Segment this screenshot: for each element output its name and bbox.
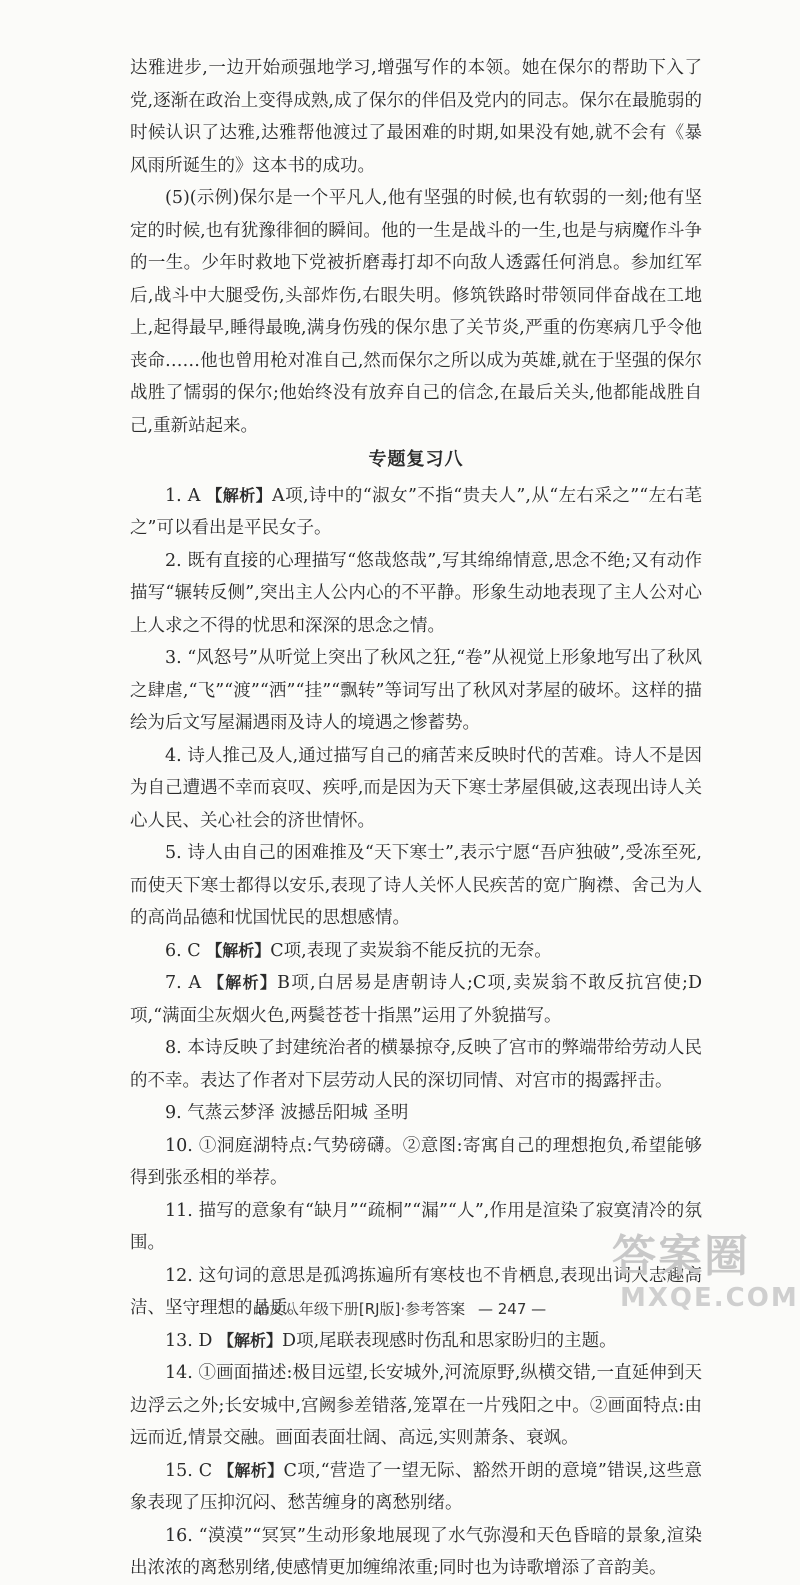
answer-item (130, 1097, 702, 1130)
answer-text: 既有直接的心理描写“悠哉悠哉”,写其绵绵情意,思念不绝;又有动作描写“辗转反侧”,突出主人公内心的不平静。形象生动地表现了主人公对心上人求之不得的忧思和深深的思念之情。 (130, 550, 702, 636)
analysis-tag: 【解析】 (218, 1330, 283, 1350)
answer-choice: A (187, 485, 201, 506)
analysis-tag: 【解析】 (206, 940, 271, 960)
answer-item (130, 740, 702, 838)
answer-item (130, 837, 702, 935)
answer-number: 14. (165, 1363, 193, 1383)
answer-item (130, 1325, 702, 1358)
answer-number: 3. (165, 648, 182, 668)
answer-number: 7. (165, 973, 182, 993)
answer-item (130, 642, 702, 740)
section-title: 专题复习八 (368, 449, 464, 470)
answer-item (130, 1520, 702, 1585)
paragraph-example-5: (5)(示例)保尔是一个平凡人,他有坚强的时候,也有软弱的一刻;他有坚定的时候,也有犹豫徘徊的瞬间。他的一生是战斗的一生,也是与病魔作斗争的一生。少年时救地下党被折磨毒打却不向敌人透露任何消息。参加红军后,战斗中大腿受伤,头部炸伤,右眼失明。修筑铁路时带领同伴奋战在工地上,起得最早,睡得最晚,满身伤残的保尔患了关节炎,严重的伤寒病几乎令他丧命……他也曾用枪对准自己,然而保尔之所以成为英雄,就在于坚强的保尔战胜了懦弱的保尔;他始终没有放弃自己的信念,在最后关头,他都能战胜自己,重新站起来。 (130, 188, 702, 436)
answer-number: 11. (165, 1200, 193, 1221)
watermark-text: MXQE.COM (620, 1283, 799, 1313)
answer-number: 10. (165, 1135, 193, 1156)
answer-choice: C (198, 1460, 213, 1481)
answer-item (130, 967, 702, 1032)
footer-label: 语文八年级下册[RJ版]·参考答案 (253, 1300, 466, 1318)
answer-number: 8. (165, 1038, 182, 1058)
answer-text: “风怒号”从听觉上突出了秋风之狂,“卷”从视觉上形象地写出了秋风之肆虐,“飞”“渡”“洒”“挂”“飘转”等词写出了秋风对茅屋的破坏。这样的描绘为后文写屋漏遇雨及诗人的境遇之惨蓄势。 (130, 648, 702, 733)
analysis-tag: 【解析】 (208, 973, 278, 992)
answer-item (130, 935, 702, 968)
answer-number: 2. (165, 550, 182, 571)
analysis-tag: 【解析】 (218, 1460, 284, 1480)
answer-text: “漠漠”“冥冥”生动形象地展现了水气弥漫和天色昏暗的景象,渲染出浓浓的离愁别绪,使感情更加缠绵浓重;同时也为诗歌增添了音韵美。 (130, 1525, 702, 1578)
answer-number: 9. (165, 1103, 182, 1123)
watermark-logo: 答案圈 (612, 1231, 750, 1282)
answer-number: 12. (165, 1265, 193, 1286)
answer-item (130, 480, 702, 545)
answer-text: 描写的意象有“缺月”“疏桐”“漏”“人”,作用是渲染了寂寞清冷的氛围。 (130, 1200, 702, 1253)
answer-choice: A (188, 973, 202, 993)
answer-number: 1. (165, 485, 182, 506)
answer-text: 本诗反映了封建统治者的横暴掠夺,反映了宫市的弊端带给劳动人民的不幸。表达了作者对下层劳动人民的深切同情、对宫市的揭露抨击。 (130, 1038, 702, 1091)
answer-number: 13. (165, 1330, 193, 1351)
answer-content (130, 52, 702, 1585)
answer-text: C项,“营造了一望无际、豁然开朗的意境”错误,这些意象表现了压抑沉闷、愁苦缠身的离愁别绪。 (130, 1460, 702, 1513)
answer-text: B项,白居易是唐朝诗人;C项,卖炭翁不敢反抗宫使;D项,“满面尘灰烟火色,两鬓苍苍十指黑”运用了外貌描写。 (130, 973, 702, 1026)
answer-text: 这句词的意思是孤鸿拣遍所有寒枝也不肯栖息,表现出词人志趣高洁、坚守理想的品质。 (130, 1265, 702, 1318)
answer-item (130, 545, 702, 643)
answer-text: C项,表现了卖炭翁不能反抗的无奈。 (270, 940, 552, 961)
answer-item (130, 1455, 702, 1520)
answer-text: 气蒸云梦泽 波撼岳阳城 圣明 (187, 1103, 409, 1123)
answer-text: 诗人由自己的困难推及“天下寒士”,表示宁愿“吾庐独破”,受冻至死,而使天下寒士都得以安乐,表现了诗人关怀人民疾苦的宽广胸襟、舍己为人的高尚品德和忧国忧民的思想感情。 (130, 843, 702, 928)
answer-text: ①洞庭湖特点:气势磅礴。②意图:寄寓自己的理想抱负,希望能够得到张丞相的举荐。 (130, 1135, 702, 1188)
answer-list (130, 480, 702, 1585)
answer-item (130, 1357, 702, 1455)
answer-text: D项,尾联表现感时伤乱和思家盼归的主题。 (282, 1330, 617, 1351)
answer-item (130, 1195, 702, 1260)
answer-number: 5. (165, 843, 182, 863)
answer-text: 诗人推己及人,通过描写自己的痛苦来反映时代的苦难。诗人不是因为自己遭遇不幸而哀叹、疾呼,而是因为天下寒士茅屋俱破,这表现出诗人关心人民、关心社会的济世情怀。 (130, 745, 702, 831)
answer-item (130, 1032, 702, 1097)
answer-choice: C (187, 940, 201, 961)
answer-number: 16. (165, 1525, 193, 1546)
answer-number: 6. (165, 940, 182, 961)
answer-text: ①画面描述:极目远望,长安城外,河流原野,纵横交错,一直延伸到天边浮云之外;长安城中,宫阙参差错落,笼罩在一片残阳之中。②画面特点:由远而近,情景交融。画面表面壮阔、高远,实则萧条、衰飒。 (130, 1363, 702, 1448)
page-number: — 247 — (477, 1300, 547, 1318)
answer-number: 4. (165, 745, 182, 766)
answer-text: A项,诗中的“淑女”不指“贵夫人”,从“左右采之”“左右芼之”可以看出是平民女子。 (130, 485, 702, 538)
analysis-tag: 【解析】 (206, 485, 273, 505)
answer-item (130, 1130, 702, 1195)
answer-number: 15. (165, 1460, 193, 1481)
answer-choice: D (198, 1330, 213, 1351)
paragraph-continuation: 达雅进步,一边开始顽强地学习,增强写作的本领。她在保尔的帮助下入了党,逐渐在政治上变得成熟,成了保尔的伴侣及党内的同志。保尔在最脆弱的时候认识了达雅,达雅帮他渡过了最困难的时期,如果没有她,就不会有《暴风雨所诞生的》这本书的成功。 (130, 58, 702, 176)
page-footer (0, 1298, 800, 1319)
